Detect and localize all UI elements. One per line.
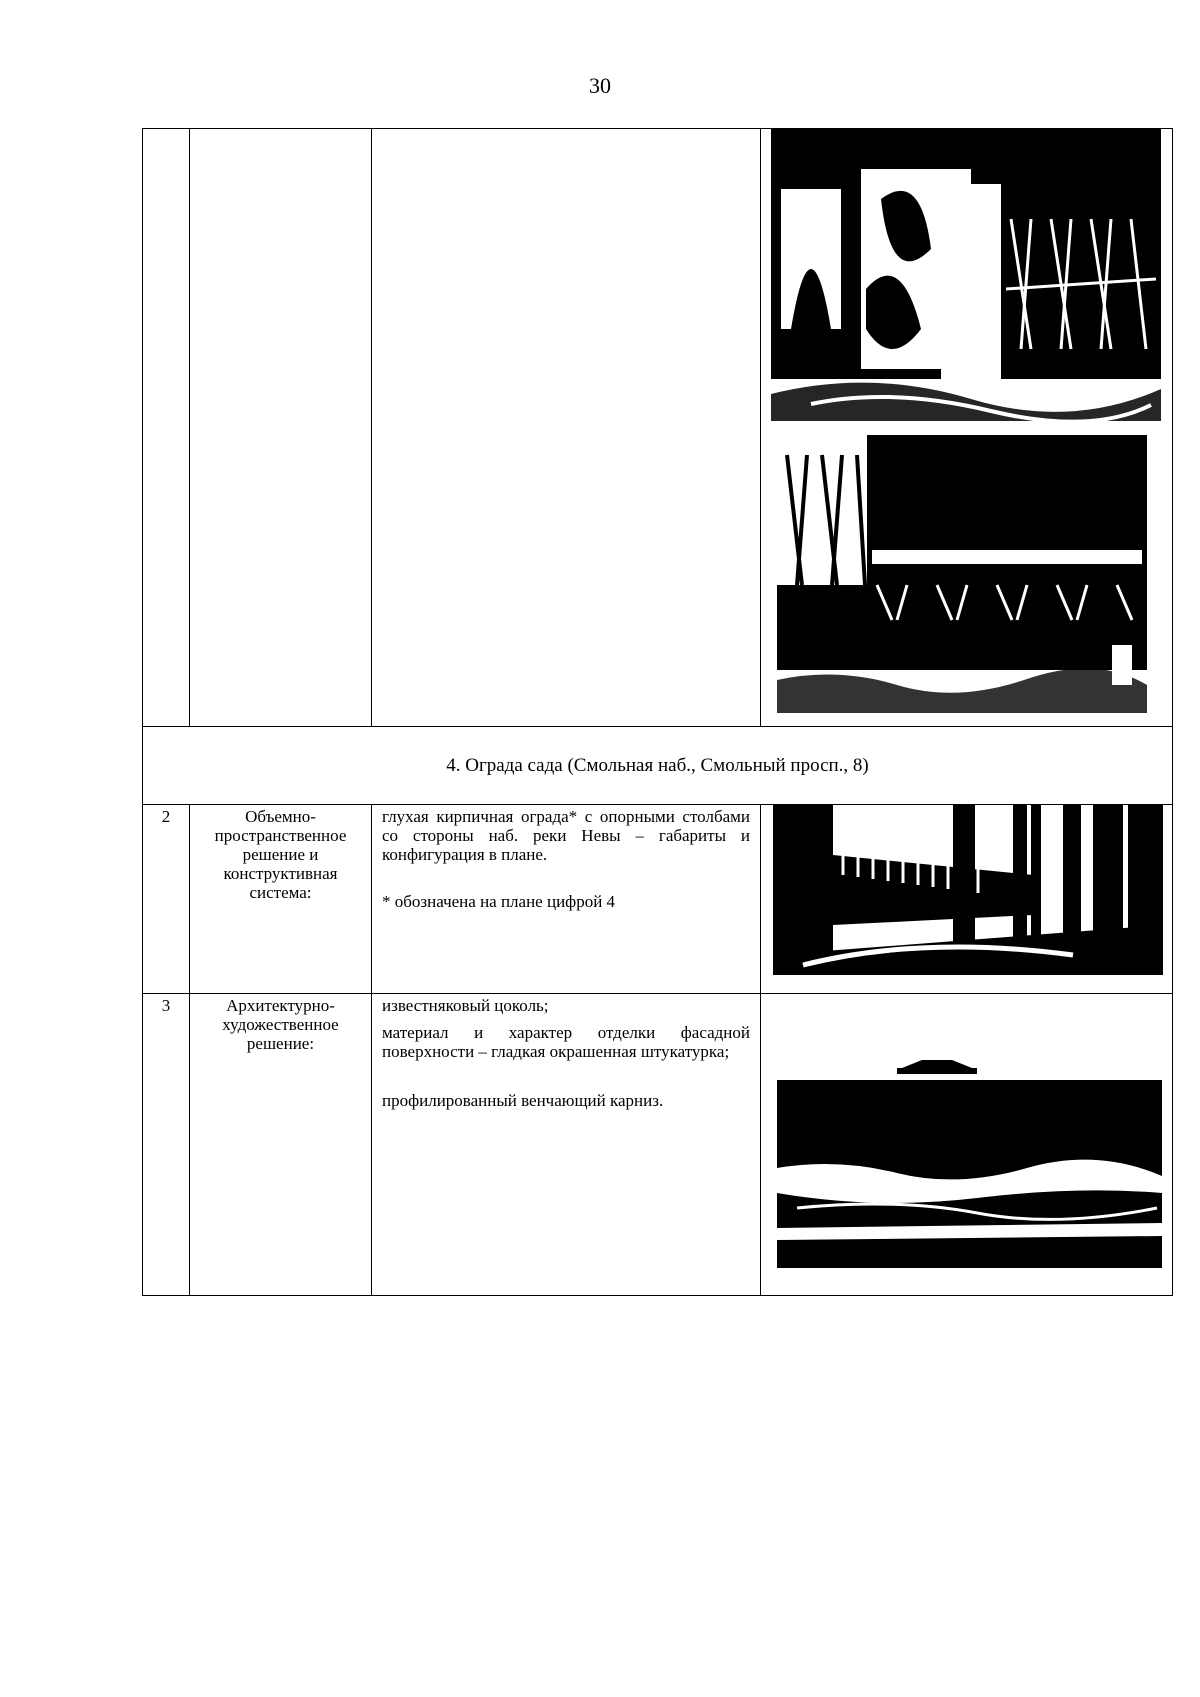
row-description: [372, 994, 761, 1296]
brick-wall-photo: [773, 805, 1163, 975]
section-row: [143, 727, 1173, 805]
monument-table: [142, 128, 1173, 1296]
continuation-row: [143, 129, 1173, 727]
description-line: известняковый цоколь;: [382, 996, 549, 1015]
cornice-wall-photo: [777, 1058, 1162, 1268]
description-line: глухая кирпичная ограда* с опорными столбами со стороны наб. реки Невы – габариты и конфигурация в плане.: [382, 807, 750, 864]
description-line: профилированный венчающий карниз.: [382, 1091, 664, 1110]
fence-lattice-photo: [777, 435, 1147, 713]
photo-cell: [761, 994, 1173, 1296]
section-heading: 4. Ограда сада (Смольная наб., Смольный просп., 8): [143, 727, 1173, 805]
row-name: Объемно-пространственное решение и конструктивная система:: [190, 805, 372, 994]
empty-desc-cell: [372, 129, 761, 727]
empty-name-cell: [190, 129, 372, 727]
row-name: Архитектурно-художественное решение:: [190, 994, 372, 1296]
photo-cell: [761, 805, 1173, 994]
row-description: [372, 805, 761, 994]
row-number: 2: [143, 805, 190, 994]
row-number: 3: [143, 994, 190, 1296]
table-row: [143, 994, 1173, 1296]
page-number: 30: [589, 73, 611, 98]
fence-gate-photo: [771, 129, 1161, 421]
empty-num-cell: [143, 129, 190, 727]
description-line: материал и характер отделки фасадной поверхности – гладкая окрашенная штукатурка;: [382, 1023, 750, 1061]
table-row: [143, 805, 1173, 994]
description-footnote: * обозначена на плане цифрой 4: [382, 892, 616, 911]
photo-cell: [761, 129, 1173, 727]
